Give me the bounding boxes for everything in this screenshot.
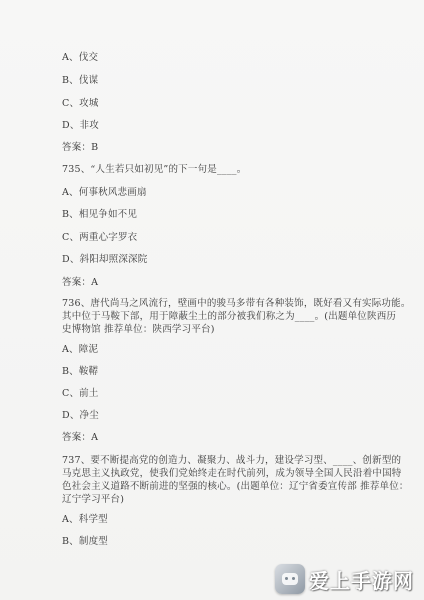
question-line: 史博物馆 推荐单位：陕西学习平台) (62, 324, 215, 335)
site-watermark (275, 564, 414, 594)
question-line: 737、要不断提高党的创造力、凝聚力、战斗力，建设学习型、____、创新型的 (62, 455, 402, 466)
answer-text: 答案：B (62, 142, 99, 153)
option-a: A、障泥 (62, 344, 99, 355)
option-c: C、两重心字罗衣 (62, 232, 138, 243)
option-b: B、相见争如不见 (62, 209, 138, 220)
question-line: 色社会主义道路不断前进的坚强的核心。(出题单位：辽宁省委宣传部 推荐单位： (62, 481, 409, 492)
option-d: D、净尘 (62, 410, 99, 421)
gamepad-logo-icon (275, 564, 305, 594)
option-b: B、制度型 (62, 536, 108, 547)
option-c: C、攻城 (62, 98, 99, 109)
option-b: B、鞍鞯 (62, 366, 99, 377)
option-a: A、伐交 (62, 52, 99, 63)
question-line: 736、唐代尚马之风流行，壁画中的骏马多带有各种装饰，既好看又有实际功能。 (62, 298, 411, 309)
question-text: 735、“人生若只如初见”的下一句是____。 (62, 164, 247, 175)
question-line: 辽宁学习平台) (62, 494, 125, 505)
answer-text: 答案：A (62, 432, 99, 443)
watermark-text: 爱上手游网 (309, 568, 414, 593)
question-text (62, 297, 411, 336)
option-c: C、前土 (62, 388, 99, 399)
option-a: A、何事秋风悲画扇 (62, 187, 147, 198)
question-line: 马克思主义执政党，使我们党始终走在时代前列，成为领导全国人民沿着中国特 (62, 468, 402, 479)
option-d: D、非攻 (62, 120, 99, 131)
question-line: 其中位于马鞍下部，用于障蔽尘土的部分被我们称之为____。(出题单位陕西历 (62, 311, 397, 322)
option-d: D、斜阳却照深深院 (62, 254, 148, 265)
question-text (62, 454, 409, 506)
answer-text: 答案：A (62, 277, 99, 288)
option-a: A、科学型 (62, 514, 108, 525)
option-b: B、伐谋 (62, 75, 99, 86)
